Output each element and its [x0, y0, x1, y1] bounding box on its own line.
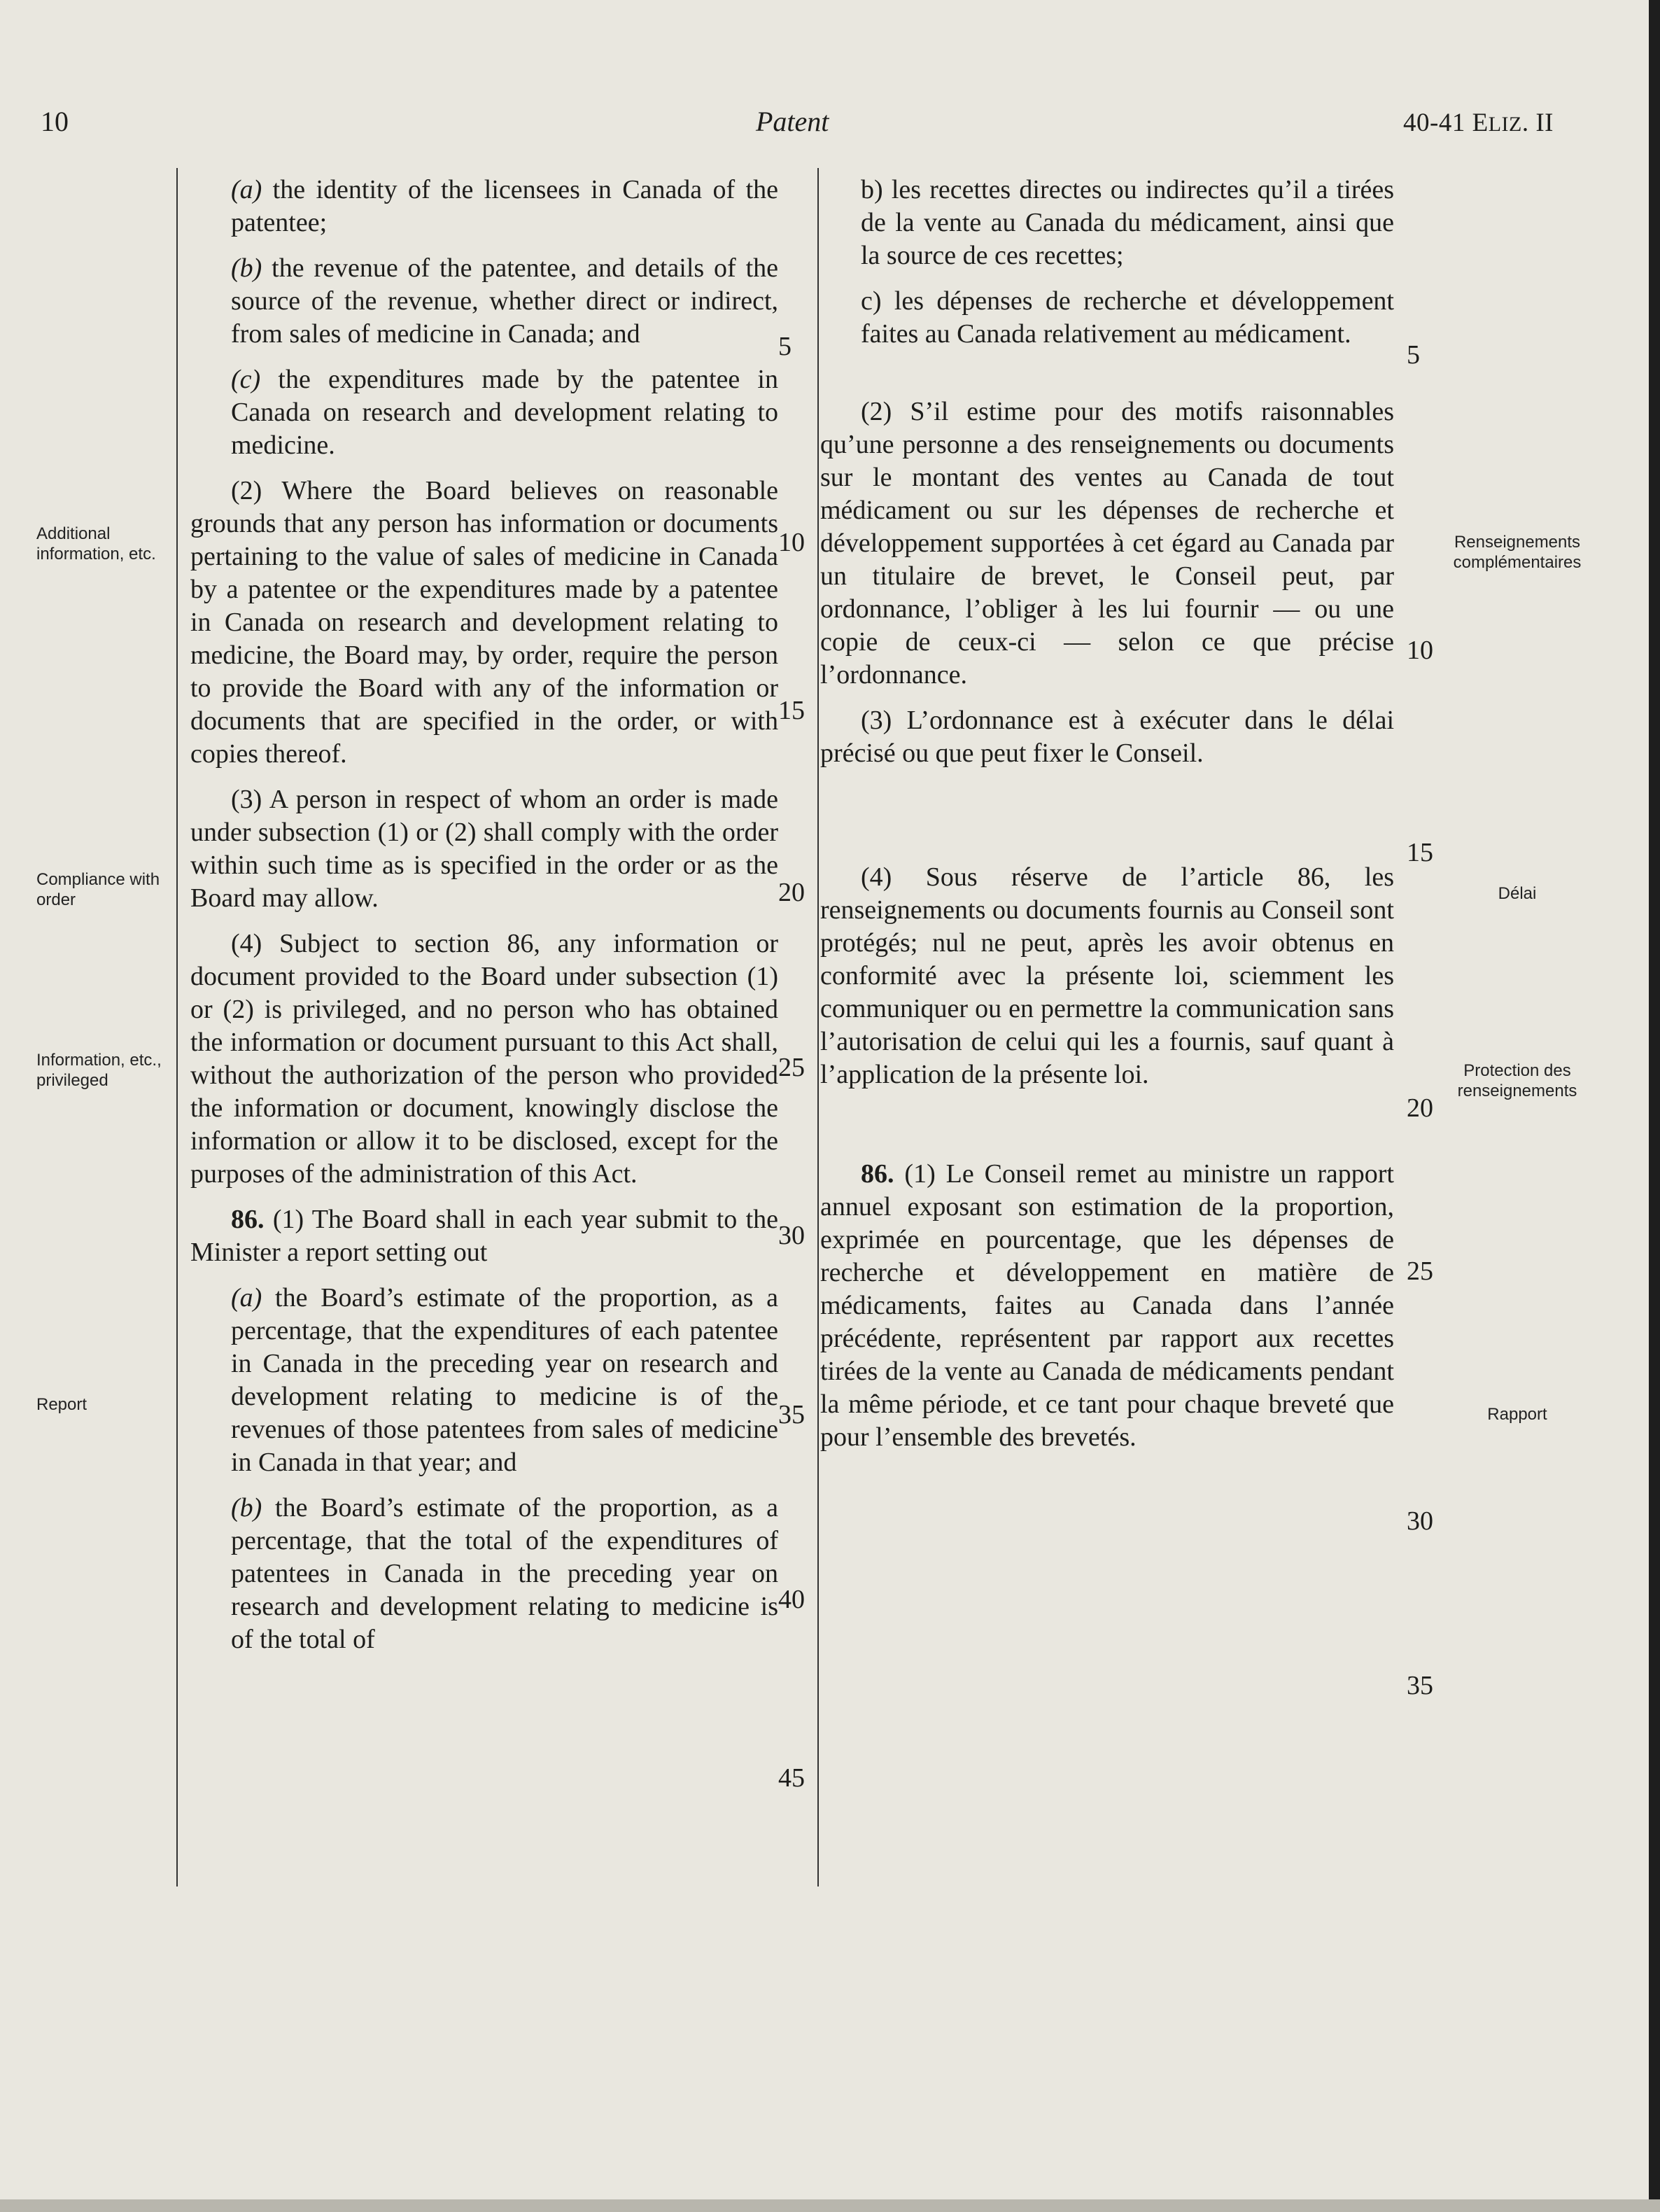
session-reference: 40-41 ELIZ. II	[1403, 108, 1554, 137]
en-paragraph-b: (b) the revenue of the patentee, and details of the source of the revenue, whether direct or indirect, from sales of medicine in Canada; and	[231, 253, 778, 349]
en-line-number: 30	[778, 1221, 805, 1250]
page-number: 10	[41, 106, 69, 137]
en-section-86: 86. (1) The Board shall in each year submit to the Minister a report setting out	[190, 1205, 778, 1267]
en-line-number: 35	[778, 1400, 805, 1429]
en-section-86-b: (b) the Board’s estimate of the proportion, as a percentage, that the total of the expenditures of patentees in Canada in the preceding year on research and development relating to medicine is of the total of	[231, 1493, 778, 1654]
page-bottom-edge	[0, 2199, 1660, 2212]
fr-paragraph-c: c) les dépenses de recherche et développement faites au Canada relativement au médicament.	[861, 286, 1394, 349]
marginal-note-renseignements: Renseignements complémentaires	[1453, 533, 1582, 572]
en-line-number: 10	[778, 528, 805, 557]
fr-subsection-4: (4) Sous réserve de l’article 86, les renseignements ou documents fournis au Conseil sont protégés; nul ne peut, après les avoir obtenus en conformité avec la présente loi, sciemment les communiquer ou en permettre la communication sans l’autorisation de celui qui les a fournis, sauf quant à l’application de la présente loi.	[820, 862, 1394, 1089]
en-line-number: 5	[778, 332, 792, 361]
fr-line-number: 15	[1407, 838, 1433, 867]
marginal-note-delai: Délai	[1498, 884, 1537, 903]
running-title: Patent	[756, 106, 829, 137]
marginal-note-rapport: Rapport	[1487, 1405, 1547, 1424]
marginal-note-report: Report	[36, 1395, 87, 1414]
fr-subsection-2: (2) S’il estime pour des motifs raisonnables qu’une personne a des renseignements ou documents sur le montant des ventes au Canada de tout médicament ou sur les dépenses de recherche et développement supportées à cet égard au Canada par un titulaire de brevet, le Conseil peut, par ordonnance, l’obliger à les lui fournir — ou une copie de ceux-ci — selon ce que précise l’ordonnance.	[820, 397, 1394, 690]
fr-line-number: 35	[1407, 1671, 1433, 1700]
en-subsection-3: (3) A person in respect of whom an order is made under subsection (1) or (2) shall comply with the order within such time as is specified in the order or as the Board may allow.	[190, 785, 778, 913]
page-edge-shadow	[1649, 0, 1660, 2212]
en-subsection-4: (4) Subject to section 86, any information or document provided to the Board under subsection (1) or (2) is privileged, and no person who has obtained the information or document pursuant to this Act shall, without the authorization of the person who provided the information or document, knowingly disclose the information or allow it to be disclosed, except for the purposes of the administration of this Act.	[190, 929, 778, 1189]
french-column	[820, 174, 1394, 1466]
en-line-number: 45	[778, 1763, 805, 1793]
marginal-note-compliance: Compliance with order	[36, 870, 160, 909]
fr-paragraph-b: b) les recettes directes ou indirectes qu’il a tirées de la vente au Canada du médicament, ainsi que la source de ces recettes;	[861, 175, 1394, 270]
marginal-note-additional-information: Additional information, etc.	[36, 524, 156, 564]
fr-line-number: 25	[1407, 1256, 1433, 1286]
middle-column-rule	[817, 168, 819, 1886]
fr-line-number: 5	[1407, 340, 1420, 370]
marginal-note-privileged: Information, etc., privileged	[36, 1051, 162, 1090]
english-column	[190, 174, 778, 1669]
page-header	[0, 105, 1660, 154]
en-paragraph-c: (c) the expenditures made by the patentee in Canada on research and development relating to medicine.	[231, 365, 778, 460]
fr-line-number: 20	[1407, 1093, 1433, 1123]
en-line-number: 15	[778, 696, 805, 725]
en-line-number: 40	[778, 1585, 805, 1614]
left-column-rule	[176, 168, 178, 1886]
en-subsection-2: (2) Where the Board believes on reasonable grounds that any person has information or documents pertaining to the value of sales of medicine in Canada by a patentee or the expenditures made by a patentee in Canada on research and development relating to medicine, the Board may, by order, require the person to provide the Board with any of the information or documents that are specified in the order, or with copies thereof.	[190, 476, 778, 769]
en-line-number: 25	[778, 1053, 805, 1082]
fr-line-number: 30	[1407, 1506, 1433, 1536]
marginal-note-protection: Protection des renseignements	[1457, 1061, 1577, 1100]
fr-section-86: 86. (1) Le Conseil remet au ministre un rapport annuel exposant son estimation de la proportion, exprimée en pourcentage, que les dépenses de recherche et développement en matière de médicaments, faites au Canada dans l’année précédente, représentent par rapport aux recettes tirées de la vente au Canada de médicaments pendant la même période, et ce tant pour chaque breveté que pour l’ensemble des brevetés.	[820, 1159, 1394, 1452]
en-section-86-a: (a) the Board’s estimate of the proportion, as a percentage, that the expenditures of each patentee in Canada in the preceding year on research and development relating to medicine is of the revenues of those patentees from sales of medicine in Canada in that year; and	[231, 1283, 778, 1477]
en-line-number: 20	[778, 878, 805, 907]
en-paragraph-a: (a) the identity of the licensees in Canada of the patentee;	[231, 175, 778, 237]
fr-line-number: 10	[1407, 636, 1433, 665]
fr-subsection-3: (3) L’ordonnance est à exécuter dans le délai précisé ou que peut fixer le Conseil.	[820, 706, 1394, 768]
